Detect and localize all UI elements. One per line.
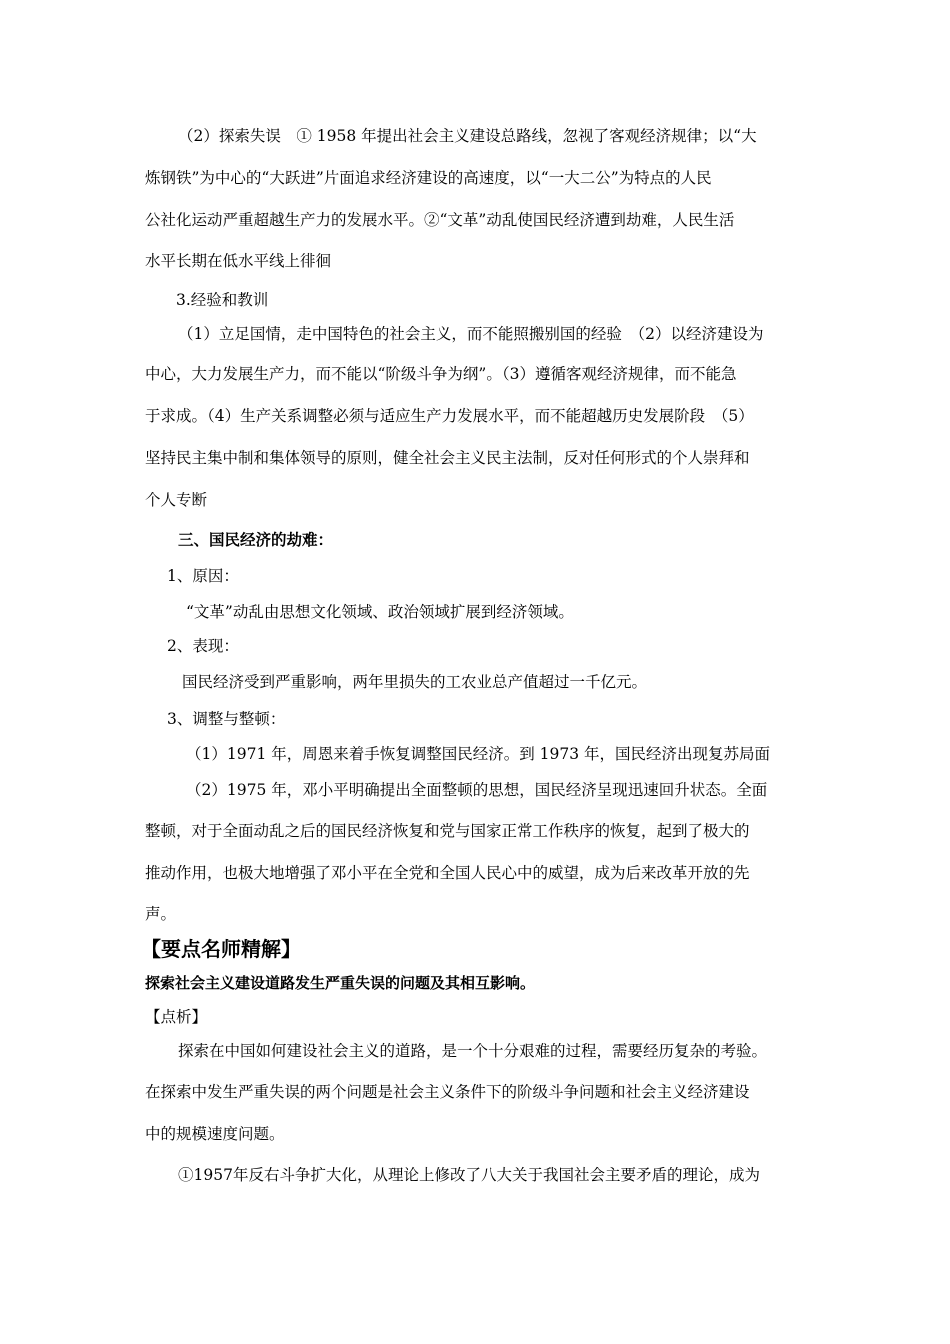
paragraph-line: 整顿，对于全面动乱之后的国民经济恢复和党与国家正常工作秩序的恢复，起到了极大的 [145,822,750,840]
paragraph-line: 于求成。（4）生产关系调整必须与适应生产力发展水平，而不能超越历史发展阶段 （5） [145,407,754,425]
paragraph-line: 在探索中发生严重失误的两个问题是社会主义条件下的阶级斗争问题和社会主义经济建设 [145,1083,750,1101]
key-points-heading: 【要点名师精解】 [141,937,301,961]
paragraph-line: 声。 [145,905,177,923]
paragraph-line: （1）立足国情，走中国特色的社会主义，而不能照搬别国的经验 （2）以经济建设为 [178,325,764,343]
paragraph-line: （2）探索失误 ① 1958 年提出社会主义建设总路线，忽视了客观经济规律；以“大 [178,127,757,145]
paragraph-line: ①1957年反右斗争扩大化，从理论上修改了八大关于我国社会主要矛盾的理论，成为 [178,1166,760,1184]
paragraph-line: 中心，大力发展生产力，而不能以“阶级斗争为纲”。（3）遵循客观经济规律，而不能急 [145,365,737,383]
cause-text: “文革”动乱由思想文化领域、政治领域扩展到经济领域。 [186,603,574,621]
analysis-label: 【点析】 [145,1008,208,1026]
paragraph-line: 探索在中国如何建设社会主义的道路，是一个十分艰难的过程，需要经历复杂的考验。 [178,1042,768,1060]
adjust-item: （1）1971 年，周恩来着手恢复调整国民经济。到 1973 年，国民经济出现复苏局面 [186,745,771,763]
paragraph-line: 推动作用，也极大地增强了邓小平在全党和全国人民心中的威望，成为后来改革开放的先 [145,864,750,882]
effect-text: 国民经济受到严重影响，两年里损失的工农业总产值超过一千亿元。 [182,673,648,691]
cause-label: 1、原因： [167,567,239,585]
effect-label: 2、表现： [167,637,239,655]
paragraph-line: （2）1975 年，邓小平明确提出全面整顿的思想，国民经济呈现迅速回升状态。全面 [186,781,768,799]
part-heading: 三、国民经济的劫难： [178,530,334,549]
paragraph-line: 炼钢铁”为中心的“大跃进”片面追求经济建设的高速度，以“一大二公”为特点的人民 [145,169,712,187]
paragraph-line: 水平长期在低水平线上徘徊 [145,252,332,270]
paragraph-line: 公社化运动严重超越生产力的发展水平。②“文革”动乱使国民经济遭到劫难，人民生活 [145,211,735,229]
key-points-subheading: 探索社会主义建设道路发生严重失误的问题及其相互影响。 [145,974,536,992]
paragraph-line: 个人专断 [145,491,208,509]
paragraph-line: 坚持民主集中制和集体领导的原则，健全社会主义民主法制，反对任何形式的个人崇拜和 [145,449,750,467]
paragraph-line: 中的规模速度问题。 [145,1125,285,1143]
section-title: 3.经验和教训 [176,291,269,309]
adjust-label: 3、调整与整顿： [167,710,286,728]
